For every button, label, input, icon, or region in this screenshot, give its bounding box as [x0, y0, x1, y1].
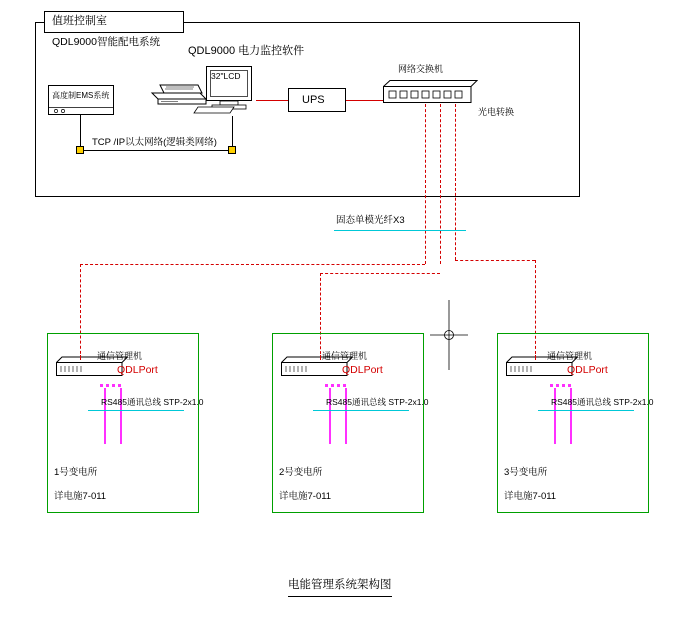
fiber-into-station-1	[80, 355, 81, 360]
substation-detail-1: 详电施7-011	[54, 491, 107, 502]
comm-device-model-1: QDLPort	[117, 364, 158, 376]
rs485-label-1: RS485通讯总线 STP-2x1.0	[101, 397, 204, 407]
keyboard-icon	[192, 104, 236, 116]
comm-device-model-3: QDLPort	[567, 364, 608, 376]
printer-icon	[148, 73, 208, 107]
ethernet-bus	[80, 150, 232, 151]
network-switch-icon	[383, 78, 478, 104]
comm-device-name-3: 通信管理机	[547, 351, 593, 361]
rs485-marker-2	[313, 410, 409, 411]
ups-switch-link	[346, 100, 383, 101]
fiber-label: 固态单模光纤X3	[336, 215, 405, 226]
rs485-label-3: RS485通讯总线 STP-2x1.0	[551, 397, 654, 407]
comm-device-model-2: QDLPort	[342, 364, 383, 376]
substation-name-1: 1号变电所	[54, 467, 98, 478]
substation-name-2: 2号变电所	[279, 467, 323, 478]
fiber-drop-3	[455, 104, 456, 260]
lcd-label: 32"LCD	[211, 71, 241, 81]
rs485-marker-3	[538, 410, 634, 411]
substation-detail-2: 详电施7-011	[279, 491, 332, 502]
ups-label: UPS	[302, 94, 325, 106]
optical-converter-label: 光电转换	[478, 107, 515, 117]
fiber-drop-1	[425, 104, 426, 264]
bus-connector-left	[76, 146, 84, 154]
bus-connector-right	[228, 146, 236, 154]
software-label: QDL9000 电力监控软件	[188, 45, 305, 57]
network-bus-label: TCP /IP以太网络(逻辑类网络)	[92, 137, 217, 148]
fiber-drop-2	[440, 104, 441, 264]
pc-drop	[232, 116, 233, 150]
monitor-ups-link	[256, 100, 288, 101]
fiber-route-left-h	[80, 264, 425, 265]
network-switch-label: 网络交换机	[398, 64, 444, 74]
substation-detail-3: 详电施7-011	[504, 491, 557, 502]
fiber-marker-line	[334, 230, 466, 231]
fiber-route-mid-h	[320, 273, 440, 274]
system-label: QDL9000智能配电系统	[52, 36, 160, 48]
fiber-route-right-h	[455, 260, 535, 261]
substation-name-3: 3号变电所	[504, 467, 548, 478]
rs485-label-2: RS485通讯总线 STP-2x1.0	[326, 397, 429, 407]
diagram-title: 电能管理系统架构图	[288, 580, 392, 597]
rs485-marker-1	[88, 410, 184, 411]
ems-server-label: 高度制EMS系统	[52, 91, 110, 100]
ems-server	[48, 85, 114, 115]
comm-device-name-1: 通信管理机	[97, 351, 143, 361]
crosshair-marker	[430, 300, 468, 370]
ems-drop	[80, 115, 81, 150]
control-room-tab-label: 值班控制室	[52, 15, 107, 27]
comm-device-name-2: 通信管理机	[322, 351, 368, 361]
fiber-into-station-3	[535, 355, 536, 360]
fiber-into-station-2	[320, 355, 321, 360]
